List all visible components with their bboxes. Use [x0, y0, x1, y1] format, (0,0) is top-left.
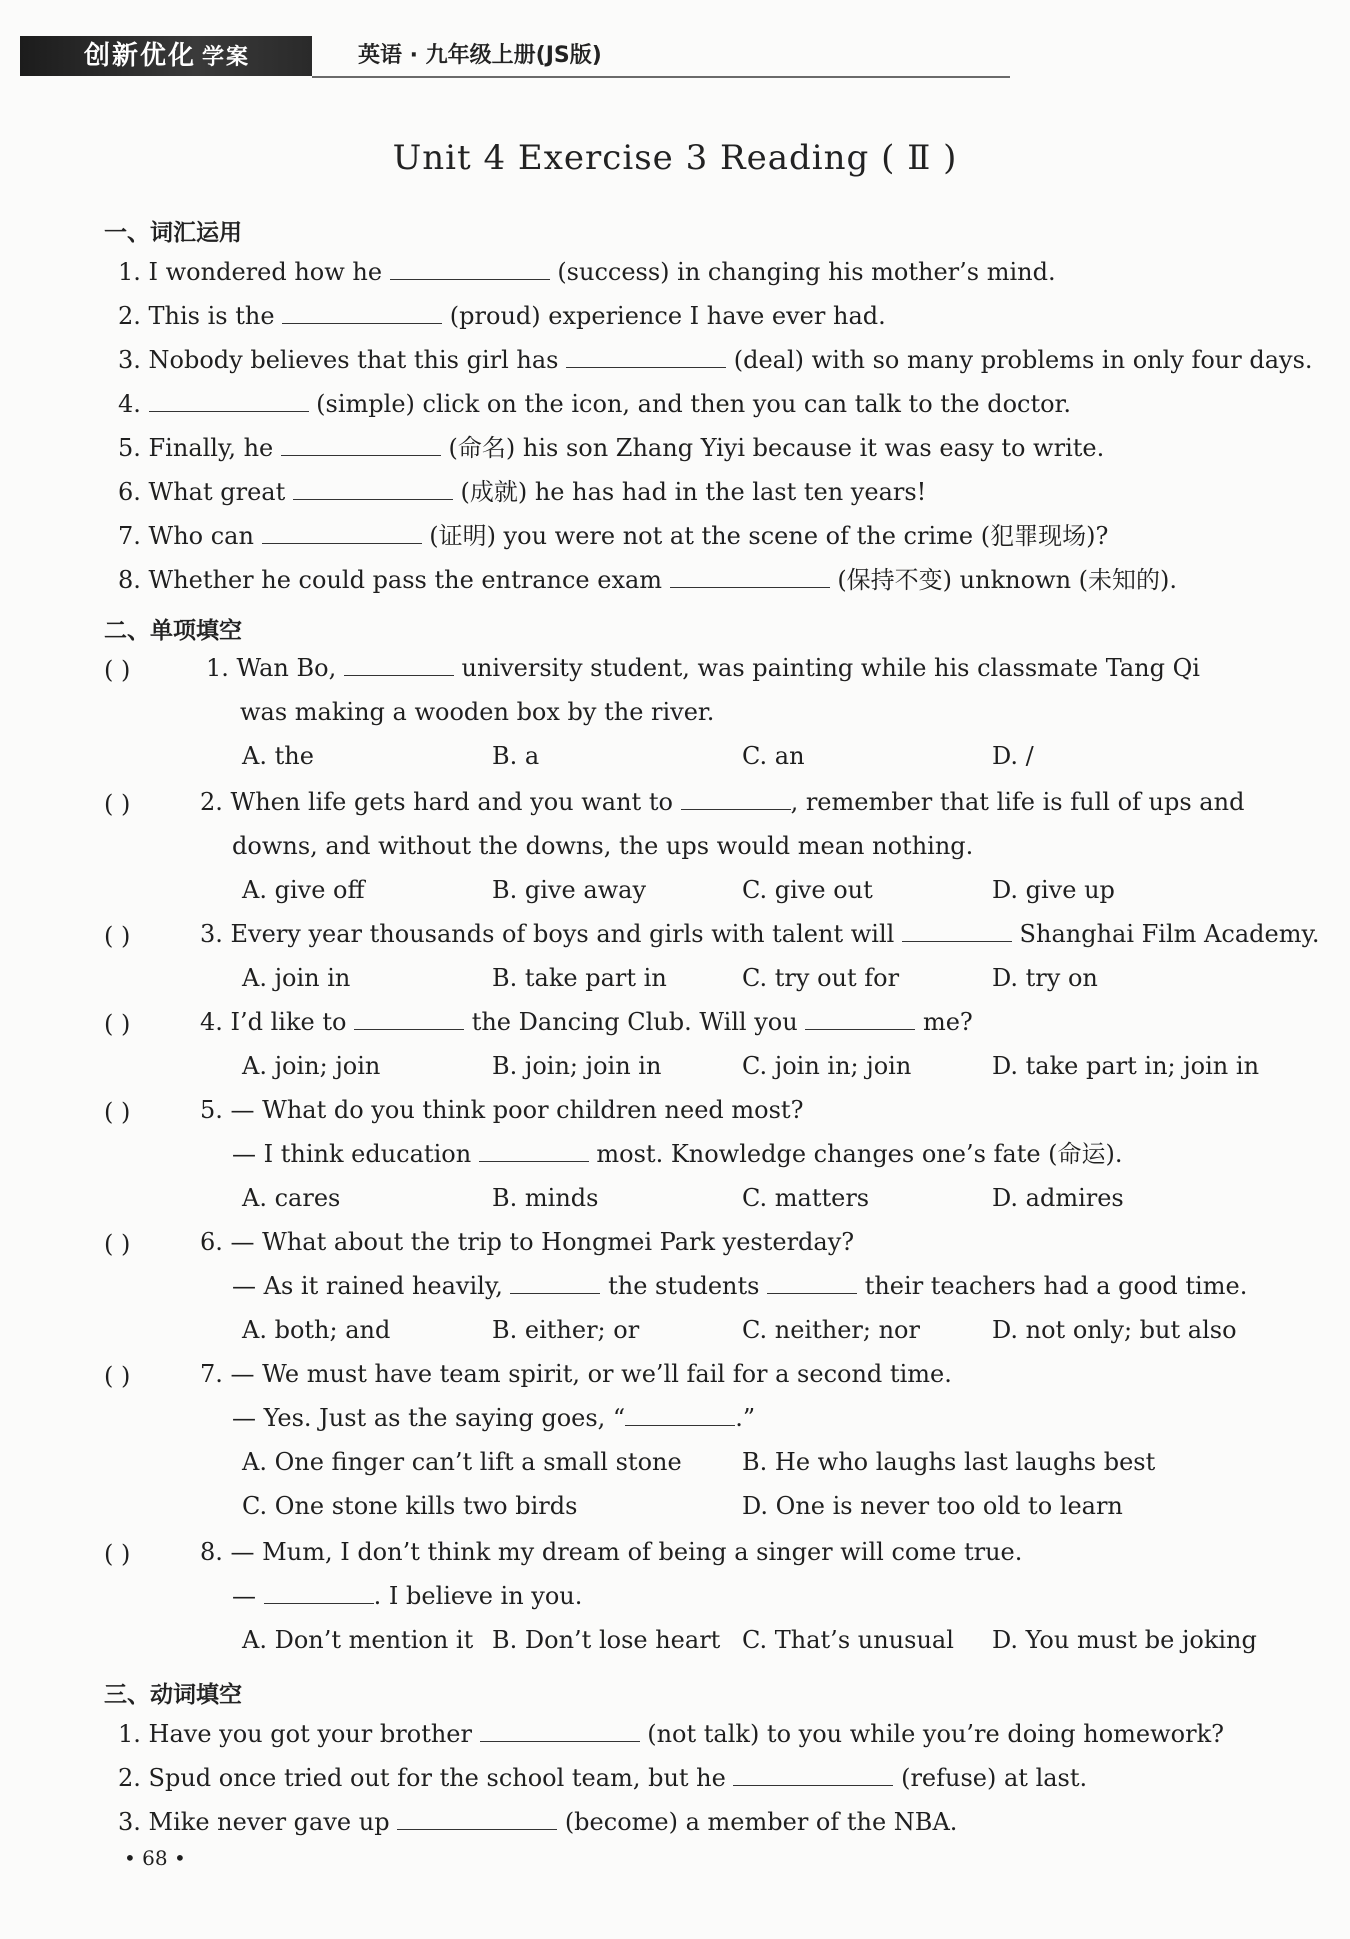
answer-blank[interactable] — [479, 1139, 589, 1162]
answer-blank[interactable] — [733, 1763, 893, 1786]
option-a[interactable]: A. give off — [242, 876, 365, 904]
option-d[interactable]: D. try on — [992, 964, 1098, 992]
option-b[interactable]: B. take part in — [492, 964, 667, 992]
answer-blank[interactable] — [149, 389, 309, 412]
option-a[interactable]: A. both; and — [242, 1316, 391, 1344]
vocab-item: 3. Nobody believes that this girl has (deal) with so many problems in only four days. — [118, 346, 1313, 374]
question-stem: 6. — What about the trip to Hongmei Park yesterday? — [200, 1228, 855, 1256]
page-title: Unit 4 Exercise 3 Reading ( Ⅱ ) — [392, 138, 958, 178]
answer-blank[interactable] — [805, 1007, 915, 1030]
answer-blank[interactable] — [282, 301, 442, 324]
option-c[interactable]: C. an — [742, 742, 805, 770]
question-stem-cont: — . I believe in you. — [232, 1582, 583, 1610]
vocab-item: 2. This is the (proud) experience I have ever had. — [118, 302, 886, 330]
answer-blank[interactable] — [480, 1719, 640, 1742]
option-c[interactable]: C. try out for — [742, 964, 900, 992]
question-stem-cont: — I think education most. Knowledge changes one’s fate (命运). — [232, 1140, 1123, 1168]
answer-bracket[interactable]: ( ) — [104, 1362, 131, 1390]
answer-blank[interactable] — [510, 1271, 600, 1294]
option-a[interactable]: A. One finger can’t lift a small stone — [242, 1448, 682, 1476]
question-stem: 4. I’d like to the Dancing Club. Will you me? — [200, 1008, 973, 1036]
vocab-item: 8. Whether he could pass the entrance exam (保持不变) unknown (未知的). — [118, 566, 1178, 594]
option-c[interactable]: C. One stone kills two birds — [242, 1492, 578, 1520]
option-a[interactable]: A. join in — [242, 964, 351, 992]
answer-blank[interactable] — [670, 565, 830, 588]
answer-blank[interactable] — [264, 1581, 374, 1604]
option-a[interactable]: A. the — [242, 742, 314, 770]
header-divider — [312, 76, 1010, 78]
answer-blank[interactable] — [902, 919, 1012, 942]
option-b[interactable]: B. a — [492, 742, 540, 770]
question-stem-cont: was making a wooden box by the river. — [240, 698, 715, 726]
option-c[interactable]: C. give out — [742, 876, 873, 904]
question-stem: 1. Wan Bo, university student, was painting while his classmate Tang Qi — [206, 654, 1200, 682]
answer-blank[interactable] — [281, 433, 441, 456]
option-c[interactable]: C. neither; nor — [742, 1316, 920, 1344]
option-b[interactable]: B. Don’t lose heart — [492, 1626, 721, 1654]
book-title: 英语 · 九年级上册(JS版) — [358, 43, 602, 68]
question-stem: 3. Every year thousands of boys and girls with talent will Shanghai Film Academy. — [200, 920, 1320, 948]
question-stem: 8. — Mum, I don’t think my dream of being a singer will come true. — [200, 1538, 1023, 1566]
option-d[interactable]: D. / — [992, 742, 1034, 770]
question-stem-cont: — As it rained heavily, the students their teachers had a good time. — [232, 1272, 1248, 1300]
page-header — [20, 36, 1010, 76]
answer-bracket[interactable]: ( ) — [104, 922, 131, 950]
question-stem-cont: — Yes. Just as the saying goes, “ .” — [232, 1404, 756, 1432]
brand-logo — [20, 36, 312, 76]
vocab-item: 6. What great (成就) he has had in the last ten years! — [118, 478, 927, 506]
answer-bracket[interactable]: ( ) — [104, 1230, 131, 1258]
vocab-item: 7. Who can (证明) you were not at the scene of the crime (犯罪现场)? — [118, 522, 1109, 550]
brand-name: 创新优化 — [84, 41, 197, 71]
option-b[interactable]: B. join; join in — [492, 1052, 662, 1080]
verb-item: 1. Have you got your brother (not talk) to you while you’re doing homework? — [118, 1720, 1225, 1748]
answer-bracket[interactable]: ( ) — [104, 1098, 131, 1126]
question-stem: 5. — What do you think poor children need most? — [200, 1096, 804, 1124]
answer-blank[interactable] — [293, 477, 453, 500]
option-d[interactable]: D. not only; but also — [992, 1316, 1237, 1344]
answer-blank[interactable] — [354, 1007, 464, 1030]
vocab-item: 4. (simple) click on the icon, and then you can talk to the doctor. — [118, 390, 1072, 418]
option-d[interactable]: D. admires — [992, 1184, 1124, 1212]
option-a[interactable]: A. cares — [242, 1184, 341, 1212]
option-c[interactable]: C. That’s unusual — [742, 1626, 954, 1654]
answer-blank[interactable] — [625, 1403, 735, 1426]
answer-bracket[interactable]: ( ) — [104, 1540, 131, 1568]
answer-blank[interactable] — [262, 521, 422, 544]
answer-blank[interactable] — [566, 345, 726, 368]
vocab-item: 1. I wondered how he (success) in changing his mother’s mind. — [118, 258, 1056, 286]
option-c[interactable]: C. matters — [742, 1184, 870, 1212]
section-heading-choice: 二、单项填空 — [104, 618, 242, 644]
question-stem: 2. When life gets hard and you want to , remember that life is full of ups and — [200, 788, 1245, 816]
answer-blank[interactable] — [390, 257, 550, 280]
answer-bracket[interactable]: ( ) — [104, 1010, 131, 1038]
option-d[interactable]: D. One is never too old to learn — [742, 1492, 1123, 1520]
answer-blank[interactable] — [397, 1807, 557, 1830]
option-b[interactable]: B. He who laughs last laughs best — [742, 1448, 1156, 1476]
answer-blank[interactable] — [767, 1271, 857, 1294]
option-a[interactable]: A. join; join — [242, 1052, 381, 1080]
page-number: • 68 • — [124, 1846, 186, 1870]
option-b[interactable]: B. minds — [492, 1184, 599, 1212]
verb-item: 2. Spud once tried out for the school team, but he (refuse) at last. — [118, 1764, 1088, 1792]
option-c[interactable]: C. join in; join — [742, 1052, 912, 1080]
brand-sub: 学案 — [202, 45, 251, 70]
option-b[interactable]: B. give away — [492, 876, 647, 904]
answer-bracket[interactable]: ( ) — [104, 790, 131, 818]
option-d[interactable]: D. take part in; join in — [992, 1052, 1260, 1080]
answer-bracket[interactable]: ( ) — [104, 656, 131, 684]
question-stem-cont: downs, and without the downs, the ups would mean nothing. — [232, 832, 974, 860]
verb-item: 3. Mike never gave up (become) a member of the NBA. — [118, 1808, 958, 1836]
option-a[interactable]: A. Don’t mention it — [242, 1626, 474, 1654]
question-stem: 7. — We must have team spirit, or we’ll fail for a second time. — [200, 1360, 952, 1388]
option-d[interactable]: D. give up — [992, 876, 1115, 904]
section-heading-vocab: 一、词汇运用 — [104, 220, 242, 246]
answer-blank[interactable] — [344, 653, 454, 676]
option-d[interactable]: D. You must be joking — [992, 1626, 1257, 1654]
option-b[interactable]: B. either; or — [492, 1316, 640, 1344]
vocab-item: 5. Finally, he (命名) his son Zhang Yiyi because it was easy to write. — [118, 434, 1105, 462]
section-heading-verbs: 三、动词填空 — [104, 1682, 242, 1708]
answer-blank[interactable] — [681, 787, 791, 810]
